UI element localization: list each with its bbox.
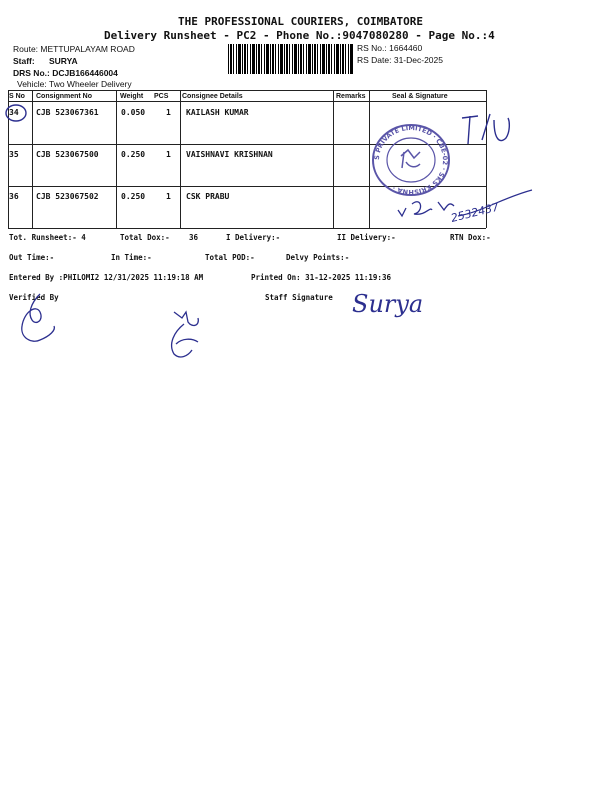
- receiver-signature: [392, 186, 542, 232]
- route: Route: METTUPALAYAM ROAD: [13, 44, 135, 54]
- row-consignee: KAILASH KUMAR: [186, 108, 249, 117]
- verified-by: Verified By: [9, 293, 59, 302]
- table-top-border: [8, 90, 486, 91]
- row-weight: 0.250: [121, 150, 146, 159]
- staff-signature: [350, 282, 440, 322]
- runsheet-subtitle: Delivery Runsheet - PC2 - Phone No.:9047080280 - Page No.:4: [104, 29, 495, 42]
- middle-signature: [158, 298, 218, 368]
- row-weight: 0.050: [121, 108, 146, 117]
- total-dox-value: 36: [189, 233, 199, 242]
- total-pod: Total POD:-: [205, 253, 255, 262]
- svg-text:S PRIVATE LIMITED · CBE-02 · S: S PRIVATE LIMITED · CBE-02 · SKS KRISHNA ·: [372, 123, 450, 197]
- header-sno: S No: [9, 93, 25, 100]
- header-consignment: Consignment No: [36, 93, 92, 100]
- col-divider: [180, 90, 181, 228]
- company-name: THE PROFESSIONAL COURIERS, COIMBATORE: [178, 15, 424, 28]
- col-divider: [333, 90, 334, 228]
- handwritten-initials: [456, 110, 516, 152]
- i-delivery: I Delivery:-: [226, 233, 281, 242]
- svg-text:2532437: 2532437: [449, 200, 501, 225]
- col-divider: [116, 90, 117, 228]
- row-sno: 34: [9, 108, 19, 117]
- row-consignment: CJB 523067500: [36, 150, 99, 159]
- rs-number: RS No.: 1664460: [357, 43, 423, 53]
- barcode: [228, 44, 353, 74]
- row-sno: 35: [9, 150, 19, 159]
- header-weight: Weight: [120, 93, 144, 100]
- entered-by: Entered By :PHILOMI2 12/31/2025 11:19:18 AM: [9, 273, 204, 282]
- staff-signature-label: Staff Signature: [265, 293, 333, 302]
- out-time: Out Time:-: [9, 253, 55, 262]
- total-runsheet: Tot. Runsheet:- 4: [9, 233, 86, 242]
- row-consignee: VAISHNAVI KRISHNAN: [186, 150, 273, 159]
- row-weight: 0.250: [121, 192, 146, 201]
- staff-label: Staff:: [13, 56, 35, 66]
- row-consignment: CJB 523067361: [36, 108, 99, 117]
- verified-by-signature: [10, 290, 70, 350]
- row-sno: 36: [9, 192, 19, 201]
- sno-circle-mark: [4, 102, 32, 124]
- row-pcs: 1: [166, 150, 171, 159]
- row-consignment: CJB 523067502: [36, 192, 99, 201]
- header-consignee: Consignee Details: [182, 93, 243, 100]
- total-dox-label: Total Dox:-: [120, 233, 170, 242]
- row-pcs: 1: [166, 108, 171, 117]
- ii-delivery: II Delivery:-: [337, 233, 396, 242]
- header-seal-signature: Seal & Signature: [392, 93, 448, 100]
- header-pcs: PCS: [154, 93, 169, 100]
- row-consignee: CSK PRABU: [186, 192, 230, 201]
- rtn-dox: RTN Dox:-: [450, 233, 491, 242]
- in-time: In Time:-: [111, 253, 152, 262]
- svg-text:Surya: Surya: [352, 290, 424, 318]
- printed-on: Printed On: 31-12-2025 11:19:36: [251, 273, 391, 282]
- drs-number: DRS No.: DCJB166446004: [13, 68, 118, 78]
- row-pcs: 1: [166, 192, 171, 201]
- delvy-points: Delvy Points:-: [286, 253, 350, 262]
- svg-text:T/U: T/U: [456, 110, 458, 111]
- rs-date: RS Date: 31-Dec-2025: [357, 55, 443, 65]
- vehicle: Vehicle: Two Wheeler Delivery: [17, 79, 132, 89]
- table-header-border: [8, 101, 486, 102]
- col-divider: [32, 90, 33, 228]
- staff-value: SURYA: [49, 56, 78, 66]
- header-remarks: Remarks: [336, 93, 366, 100]
